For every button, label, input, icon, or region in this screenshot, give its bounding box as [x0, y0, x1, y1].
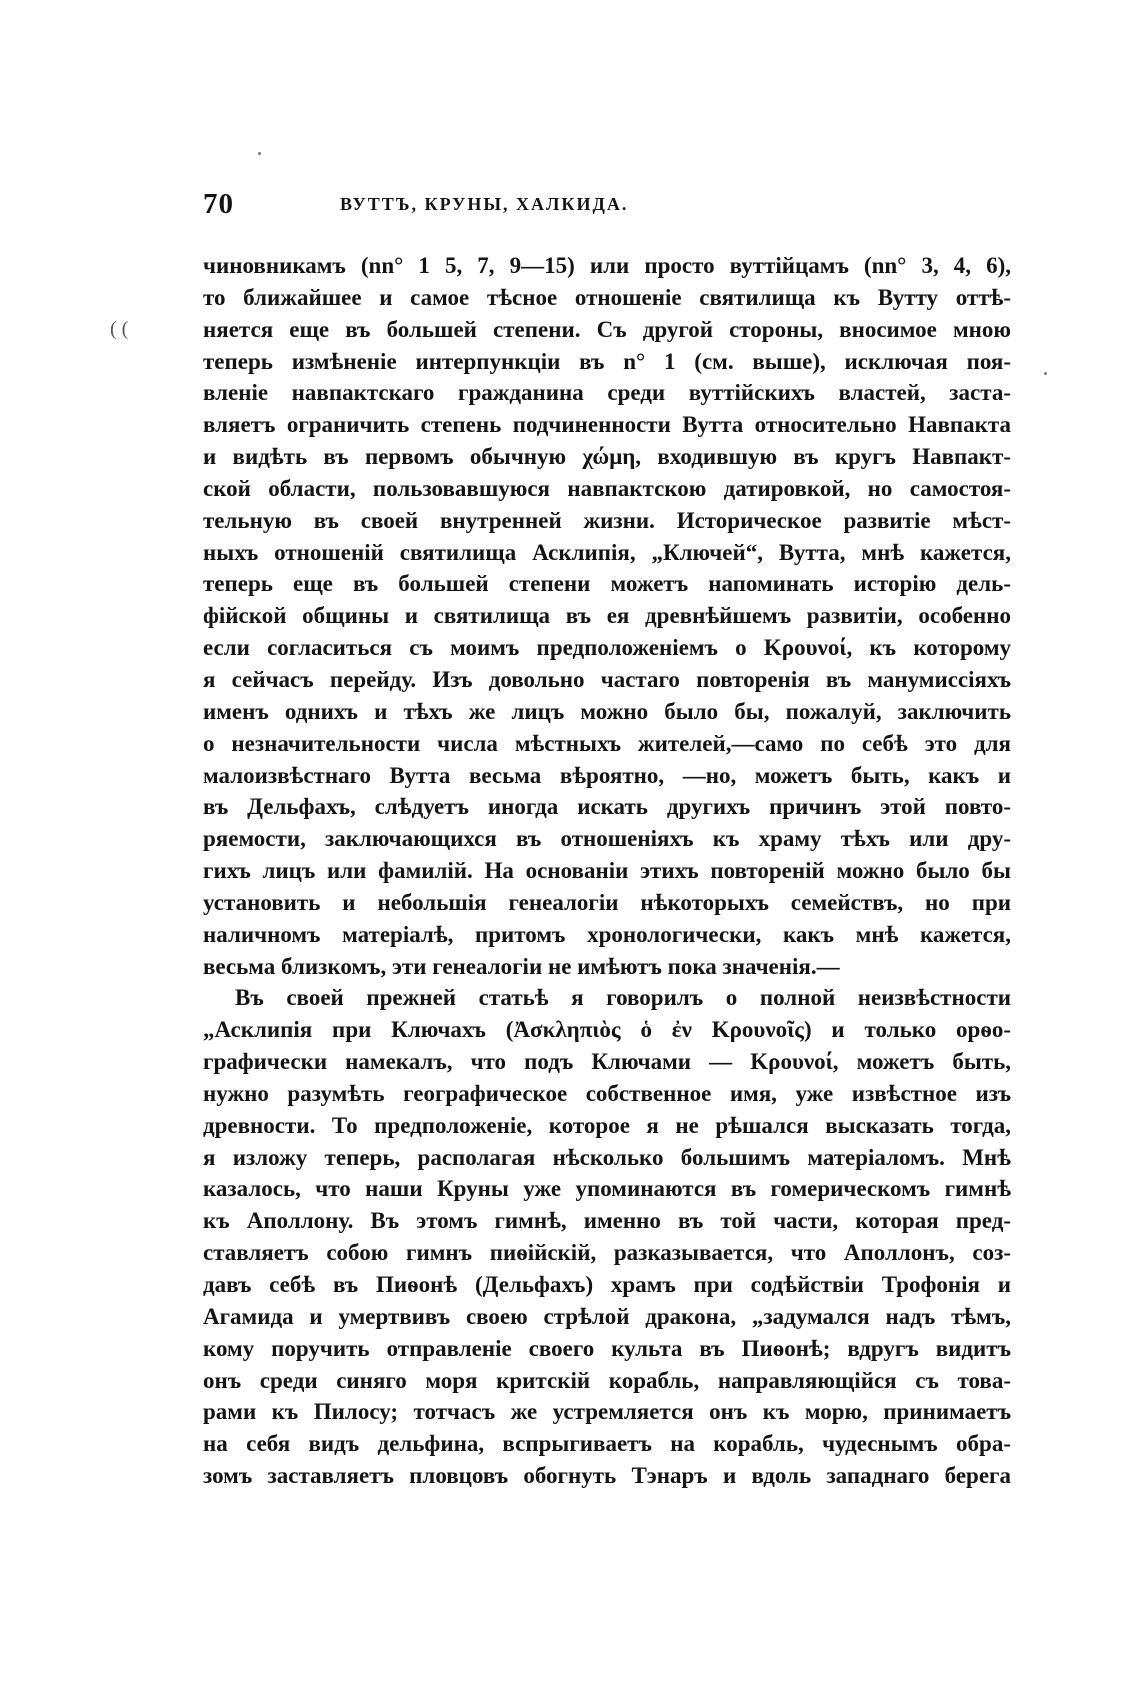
text-line: „Асклипія при Ключахъ (Ἀσκληπιὸς ὁ ἐν Κρουνοῖς) и только орѳо-: [203, 1017, 1011, 1043]
text-line: Агамида и умертвивъ своею стрѣлой дракона, „задумался надъ тѣмъ,: [203, 1303, 1011, 1329]
text-line: въ Дельфахъ, слѣдуетъ иногда искать другихъ причинъ этой повто-: [203, 794, 1011, 820]
text-line: Въ своей прежней статьѣ я говорилъ о полной неизвѣстности: [235, 985, 1011, 1011]
text-line: установить и небольшія генеалогіи нѣкоторыхъ семействъ, но при: [203, 889, 1011, 915]
text-line: именъ однихъ и тѣхъ же лицъ можно было бы, пожалуй, заключить: [203, 698, 1011, 724]
text-line: ской области, пользовавшуюся навпактскою датировкой, но самостоя-: [203, 475, 1011, 501]
paragraph-1: [203, 250, 1011, 982]
text-line: то ближайшее и самое тѣсное отношеніе святилища къ Вутту оттѣ-: [203, 284, 1011, 310]
text-line: къ Аполлону. Въ этомъ гимнѣ, именно въ той части, которая пред-: [203, 1208, 1011, 1234]
margin-mark: ( (: [110, 318, 129, 340]
text-line: о незначительности числа мѣстныхъ жителей,—само по себѣ это для: [203, 730, 1011, 756]
text-line: кому поручить отправленіе своего культа въ Пиѳонѣ; вдругъ видитъ: [203, 1335, 1011, 1361]
text-line: гихъ лицъ или фамилій. На основаніи этихъ повтореній можно было бы: [203, 858, 1011, 884]
text-line: ставляетъ собою гимнъ пиѳійскій, разказывается, что Аполлонъ, соз-: [203, 1240, 1011, 1266]
text-line: древности. То предположеніе, которое я не рѣшался высказать тогда,: [203, 1112, 1011, 1138]
text-line: вляетъ ограничить степень подчиненности Вутта относительно Навпакта: [203, 412, 1011, 438]
text-line: фійской общины и святилища въ ея древнѣйшемъ развитіи, особенно: [203, 603, 1011, 629]
paragraph-2: [203, 982, 1011, 1492]
text-line: теперь еще въ большей степени можетъ напоминать исторію дель-: [203, 571, 1011, 597]
text-line: рами къ Пилосу; тотчасъ же устремляется онъ къ морю, принимаетъ: [203, 1399, 1011, 1425]
text-line: малоизвѣстнаго Вутта весьма вѣроятно, —но, можетъ быть, какъ и: [203, 762, 1011, 788]
text-line: я сейчасъ перейду. Изъ довольно частаго повторенія въ манумиссіяхъ: [203, 666, 1011, 692]
text-line: на себя видъ дельфина, вспрыгиваетъ на корабль, чудеснымъ обра-: [203, 1431, 1011, 1457]
text-line: давъ себѣ въ Пиѳонѣ (Дельфахъ) храмъ при содѣйствіи Трофонія и: [203, 1272, 1011, 1297]
text-line: нужно разумѣть географическое собственное имя, уже извѣстное изъ: [203, 1080, 1011, 1106]
print-speck: [1044, 372, 1047, 375]
body-text: [203, 250, 1011, 1492]
text-line: и видѣть въ первомъ обычную χώμη, входившую въ кругъ Навпакт-: [203, 444, 1011, 470]
running-title: ВУТТЪ, КРУНЫ, ХАЛКИДА.: [340, 194, 629, 214]
text-line: наличномъ матеріалѣ, притомъ хронологически, какъ мнѣ кажется,: [203, 921, 1011, 947]
text-line: зомъ заставляетъ пловцовъ обогнуть Тэнаръ и вдоль западнаго берега: [203, 1463, 1011, 1489]
text-line: чиновникамъ (nn° 1 5, 7, 9—15) или просто вуттійцамъ (nn° 3, 4, 6),: [203, 253, 1011, 278]
text-line: если согласиться съ моимъ предположеніемъ о Κρουνοί, къ которому: [203, 635, 1011, 661]
text-line: вленіе навпактскаго гражданина среди вуттійскихъ властей, заста-: [203, 380, 1011, 406]
text-line: тельную въ своей внутренней жизни. Историческое развитіе мѣст-: [203, 507, 1011, 533]
text-line: ряемости, заключающихся въ отношеніяхъ къ храму тѣхъ или дру-: [203, 826, 1011, 852]
print-speck: [258, 152, 261, 155]
text-line: весьма близкомъ, эти генеалогіи не имѣютъ пока значенія.—: [203, 953, 840, 979]
text-line: казалось, что наши Круны уже упоминаются въ гомерическомъ гимнѣ: [203, 1176, 1011, 1202]
text-line: няется еще въ большей степени. Съ другой стороны, вносимое мною: [203, 316, 1011, 342]
text-line: графически намекалъ, что подъ Ключами — Κρουνοί, можетъ быть,: [203, 1049, 1011, 1075]
text-line: теперь измѣненіе интерпункціи въ n° 1 (см. выше), исключая поя-: [203, 348, 1011, 374]
text-line: ныхъ отношеній святилища Асклипія, „Ключей“, Вутта, мнѣ кажется,: [203, 539, 1011, 565]
page-number: 70: [203, 188, 234, 220]
text-line: я изложу теперь, располагая нѣсколько большимъ матеріаломъ. Мнѣ: [203, 1144, 1011, 1170]
text-line: онъ среди синяго моря критскій корабль, направляющійся съ това-: [203, 1367, 1011, 1393]
